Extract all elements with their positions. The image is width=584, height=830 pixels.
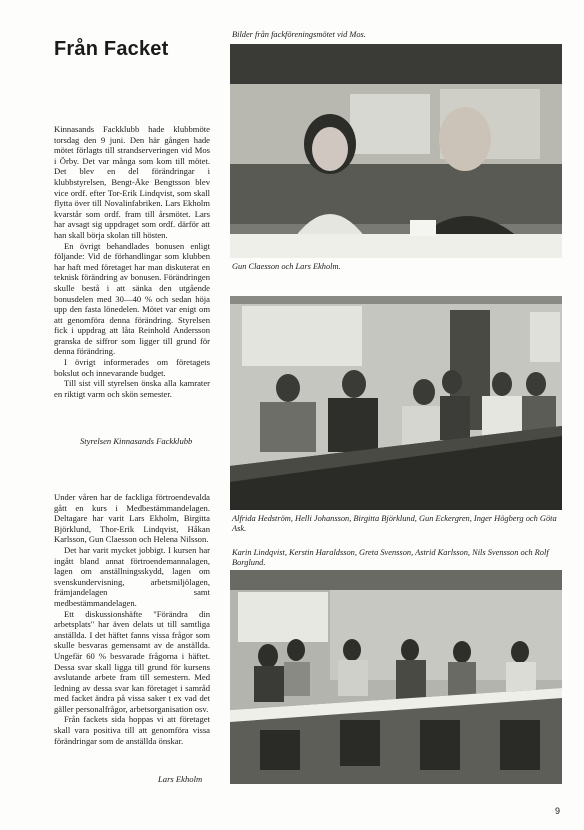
signature-1: Styrelsen Kinnasands Fackklubb <box>80 436 193 446</box>
paragraph: Det har varit mycket jobbigt. I kursen har ingått bland annat förtroendemannalagen, lagen om anställningsskydd, lagen om svenskundervisning, arbetsmiljölagen, främjandelagen samt medbestämmandelagen. <box>54 544 210 608</box>
photo-caption: Alfrida Hedström, Helli Johansson, Birgitta Björklund, Gun Eckergren, Inger Högberg och Göta Ask. <box>232 514 557 534</box>
paragraph: Kinnasands Fackklubb hade klubbmöte torsdag den 9 juni. Den här gången hade mötet förlagts till strandserveringen vid Mos i Örby. Det var många som kom till mötet. Det blev en del förändringar i klubbstyrelsen, Bengt-Åke Bengtsson blev vice ordf. efter Tor-Erik Lindqvist, som skall flytta över till Novalinfabriken. Lars Ekholm kvarstår som ordf. fram till årsmötet. Lars har avsagt sig uppdraget som ordf. därför att han skall börja skolan till hösten. <box>54 124 210 240</box>
paragraph: Till sist vill styrelsen önska alla kamrater en riktigt varm och skön semester. <box>54 378 210 399</box>
paragraph: En övrigt behandlades bonusen enligt följande: Vid de förhandlingar som klubben har haft med företaget har man diskuterat en teknisk förändring av bonusen. Förändringen skulle bestå i att sänka den utgående bonusdelen med 30—40 % och sedan höja upp den fasta lönedelen. Mötet var enigt om att genomföra denna förändring. Styrelsen fick i uppdrag att låta Reinhold Andersson granska de siffror som ligger till grund för denna förändring. <box>54 240 210 357</box>
page-number: 9 <box>554 806 560 816</box>
page-title: Från Facket <box>54 38 169 60</box>
paragraph: Från fackets sida hoppas vi att företaget skall vara positiva till att genomföra vissa förändringar som de anställda önskar. <box>54 714 210 746</box>
photo-caption: Karin Lindqvist, Kerstin Haraldsson, Greta Svensson, Astrid Karlsson, Nils Svensson och Rolf Borglund. <box>232 548 549 568</box>
photo-group-at-tables <box>230 570 562 784</box>
article-2 <box>54 492 210 746</box>
paragraph: Under våren har de fackliga förtroendevalda gått en kurs i Medbestämmandelagen. Deltagare har varit Lars Ekholm, Birgitta Björklund, Thor-Erik Lindqvist, Håkan Karlsson, Gun Claesson och Helena Nilsson. <box>54 492 210 545</box>
signature-2: Lars Ekholm <box>158 774 203 784</box>
paragraph: Ett diskussionshäfte "Förändra din arbetsplats" har även delats ut till samtliga anställda. I det häftet fanns vissa frågor som skulle besvaras gemensamt av de anställda. Ungefär 60 % besvarade frågorna i häftet. Dessa svar skall ligga till grund för kursens avslutande arbete fram till semestern. Med ledning av dessa svar kan företaget i samråd med facket ändra på vissa saker t ex vad det gäller personalfrågor, arbetsorganisation osv. <box>54 608 210 714</box>
header-caption: Bilder från fackföreningsmötet vid Mos. <box>232 30 366 39</box>
photo-six-women-at-table <box>230 296 562 510</box>
paragraph: I övrigt informerades om företagets bokslut och innevarande budget. <box>54 357 210 378</box>
article-1 <box>54 124 210 399</box>
photo-caption: Gun Claesson och Lars Ekholm. <box>232 262 341 271</box>
photo-gun-claesson-lars-ekholm <box>230 44 562 258</box>
